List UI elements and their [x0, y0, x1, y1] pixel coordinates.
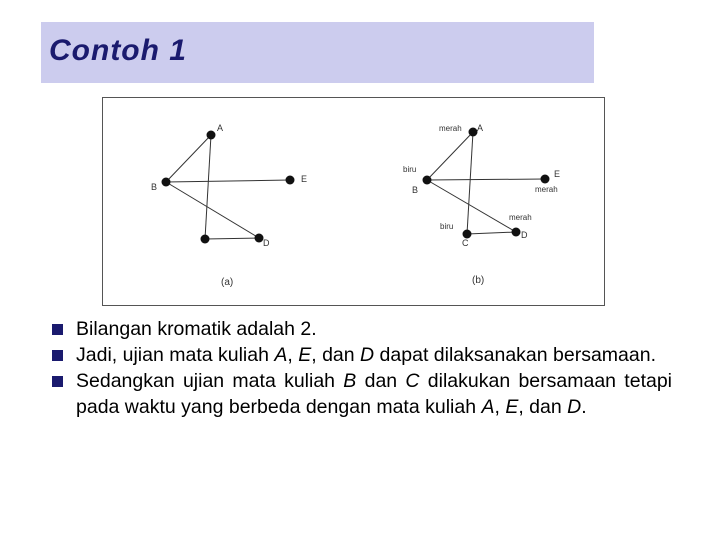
bullet-square-icon [52, 350, 63, 361]
text-segment: Sedangkan ujian mata kuliah [76, 370, 344, 392]
label-a-D: D [263, 238, 270, 248]
color-label-b-C: biru [440, 222, 454, 231]
edge-a-cd [205, 238, 259, 239]
bullet-square-icon [52, 324, 63, 335]
node-a-C [201, 235, 210, 244]
text-segment: dan [356, 370, 406, 392]
graph-a-nodes [162, 131, 295, 244]
node-b-B [423, 176, 432, 185]
edge-b-ac [467, 132, 473, 234]
edge-b-be [427, 179, 545, 180]
node-a-E [286, 176, 295, 185]
graph-figure-svg [103, 98, 606, 307]
edge-b-ab [427, 132, 473, 180]
text-segment: dapat dilaksanakan bersamaan. [374, 344, 656, 366]
bullet-text [76, 370, 672, 418]
text-segment: dilakukan bersamaan tetapi pada waktu yang berbeda dengan mata kuliah [76, 370, 673, 418]
bullet-item [52, 342, 672, 368]
graph-figure [102, 97, 605, 306]
bullet-item [52, 368, 672, 420]
label-a-A: A [217, 123, 224, 133]
course-variable: E [298, 344, 312, 366]
text-segment: , [287, 344, 299, 366]
text-segment: , dan [518, 396, 568, 418]
label-b-A: A [477, 123, 484, 133]
title-bar [41, 22, 594, 83]
bullet-text [76, 318, 317, 340]
caption-b: (b) [472, 275, 485, 286]
course-variable: D [567, 396, 582, 418]
course-variable: A [481, 396, 495, 418]
text-segment: . [581, 396, 587, 418]
label-b-C: C [462, 238, 469, 248]
node-a-A [207, 131, 216, 140]
node-a-B [162, 178, 171, 187]
node-b-D [512, 228, 521, 237]
course-variable: A [274, 344, 288, 366]
label-b-D: D [521, 230, 528, 240]
bullet-item [52, 316, 672, 342]
course-variable: B [343, 370, 357, 392]
text-segment: Bilangan kromatik adalah 2. [76, 318, 317, 340]
caption-a: (a) [221, 277, 234, 288]
edge-a-be [166, 180, 290, 182]
edge-a-bd [166, 182, 259, 238]
bullet-text [76, 344, 656, 366]
color-label-b-D: merah [509, 213, 532, 222]
edge-a-ab [166, 135, 211, 182]
label-a-B: B [151, 182, 158, 192]
node-b-E [541, 175, 550, 184]
color-label-b-E: merah [535, 185, 558, 194]
color-label-b-B: biru [403, 165, 417, 174]
bullet-square-icon [52, 376, 63, 387]
text-segment: Jadi, ujian mata kuliah [76, 344, 275, 366]
course-variable: E [505, 396, 519, 418]
label-b-E: E [554, 169, 561, 179]
text-segment: , [494, 396, 506, 418]
edge-b-cd [467, 232, 516, 234]
label-b-B: B [412, 185, 419, 195]
slide-title: Contoh 1 [49, 34, 187, 67]
graph-a-edges [166, 135, 290, 239]
course-variable: C [405, 370, 420, 392]
bullet-list [52, 316, 672, 420]
text-segment: , dan [311, 344, 361, 366]
course-variable: D [360, 344, 375, 366]
color-label-b-A: merah [439, 124, 462, 133]
edge-a-ad [205, 135, 211, 239]
label-a-E: E [301, 174, 308, 184]
